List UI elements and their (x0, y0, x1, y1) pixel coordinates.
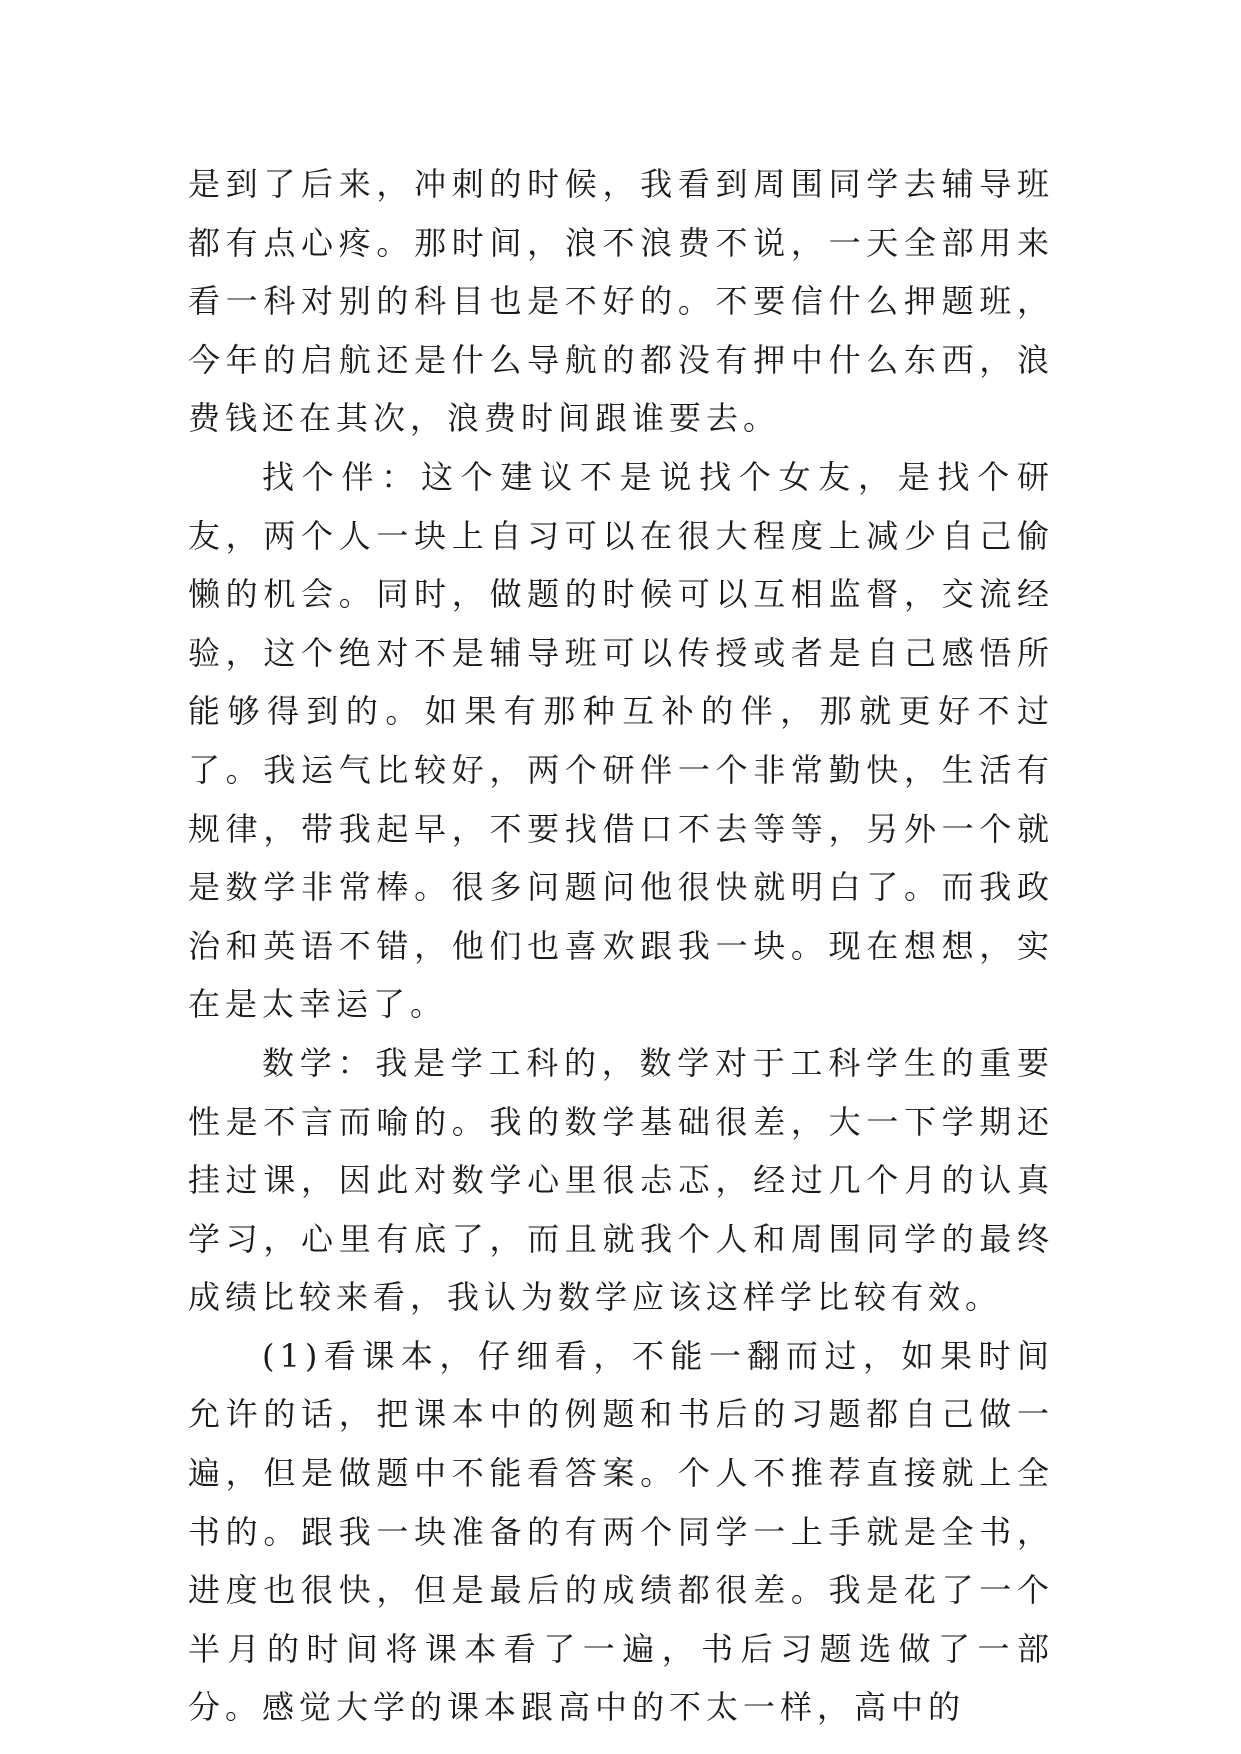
paragraph-continuation: 是到了后来，冲刺的时候，我看到周围同学去辅导班都有点心疼。那时间，浪不浪费不说，一天全部用来看一科对别的科目也是不好的。不要信什么押题班，今年的启航还是什么导航的都没有押中什么东西，浪费钱还在其次，浪费时间跟谁要去。 (188, 165, 1054, 438)
paragraph-study-partner: 找个伴：这个建议不是说找个女友，是找个研友，两个人一块上自习可以在很大程度上减少自己偷懒的机会。同时，做题的时候可以互相监督，交流经验，这个绝对不是辅导班可以传授或者是自己感悟所能够得到的。如果有那种互补的伴，那就更好不过了。我运气比较好，两个研伴一个非常勤快，生活有规律，带我起早，不要找借口不去等等，另外一个就是数学非常棒。很多问题问他很快就明白了。而我政治和英语不错，他们也喜欢跟我一块。现在想想，实在是太幸运了。 (188, 457, 1054, 1024)
document-body (188, 155, 1054, 1737)
paragraph-math: 数学：我是学工科的，数学对于工科学生的重要性是不言而喻的。我的数学基础很差，大一下学期还挂过课，因此对数学心里很忐忑，经过几个月的认真学习，心里有底了，而且就我个人和周围同学的最终成绩比较来看，我认为数学应该这样学比较有效。 (188, 1043, 1054, 1317)
paragraph-textbook: (1)看课本，仔细看，不能一翻而过，如果时间允许的话，把课本中的例题和书后的习题都自己做一遍，但是做题中不能看答案。个人不推荐直接就上全书的。跟我一块准备的有两个同学一上手就是全书，进度也很快，但是最后的成绩都很差。我是花了一个半月的时间将课本看了一遍，书后习题选做了一部分。感觉大学的课本跟高中的不太一样，高中的 (188, 1336, 1054, 1727)
